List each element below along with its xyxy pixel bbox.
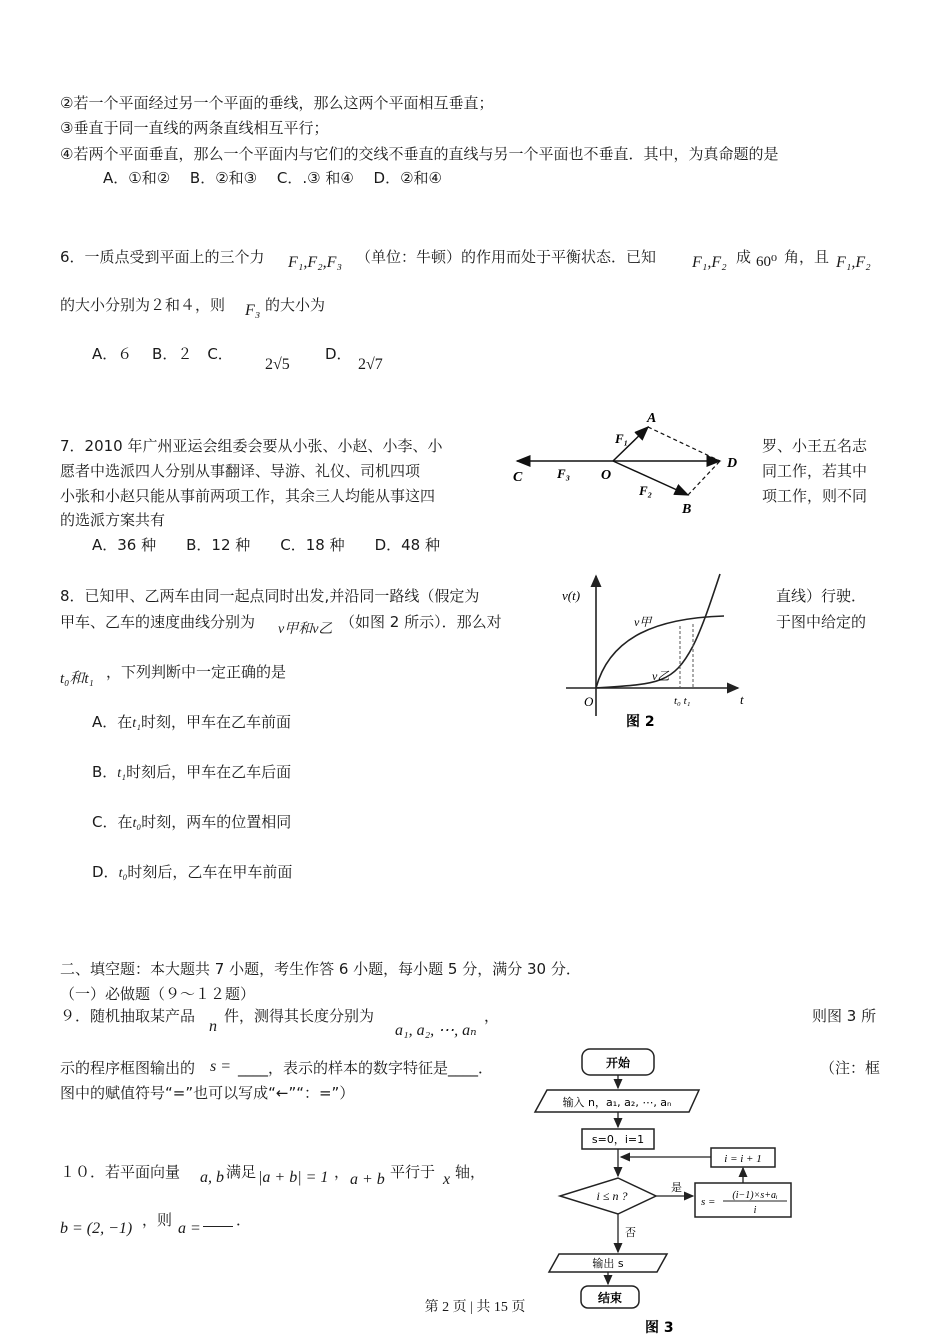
condition-label: i ≤ n ? [596, 1189, 628, 1203]
v-yi-label: v乙 [652, 669, 670, 683]
q6-option-d: D． [325, 345, 352, 363]
q7-line-4: 的选派方案共有 [60, 511, 166, 529]
q7-line-2-right: 同工作，若其中 [762, 462, 868, 480]
q9-line1-a: ９．随机抽取某产品 [60, 1007, 196, 1025]
q6-stem-c: 成 [736, 248, 752, 266]
q8-line-2-right: 于图中给定的 [776, 613, 867, 631]
q5-options: A．①和② B．②和③ C．.③ 和④ D．②和④ [103, 169, 442, 187]
q5-line-3: ③垂直于同一直线的两条直线相互平行； [60, 119, 329, 137]
q9-line1-b: 件，测得其长度分别为 [224, 1007, 375, 1025]
q8-line-2-b: （如图 2 所示）．那么对 [340, 613, 502, 631]
q5-line-4: ④若两个平面垂直，那么一个平面内与它们的交线不垂直的直线与另一个平面也不垂直．其中，为真命题的是 [60, 145, 779, 163]
q10-ab: a, b [200, 1169, 224, 1186]
q5-line-2: ②若一个平面经过另一个平面的垂线，那么这两个平面相互垂直； [60, 94, 494, 112]
label-d: D [727, 456, 738, 471]
t-ticks-label: t₀ t₁ [674, 695, 691, 707]
q7-options: A．36 种 B．12 种 C．18 种 D．48 种 [92, 536, 440, 554]
q6-line2-b: 的大小为 [265, 296, 326, 314]
update-lhs: s = [701, 1196, 716, 1208]
increment-label: i = i + 1 [724, 1153, 762, 1165]
q10-sep: ， [334, 1163, 350, 1181]
label-a: A [647, 411, 657, 426]
y-axis-label: v(t) [562, 588, 581, 603]
q6-f3: F₃ [245, 302, 261, 319]
q10-line1-d: 轴， [455, 1163, 486, 1181]
q8-line-3: ，下列判断中一定正确的是 [106, 663, 287, 681]
dash-a-d [648, 427, 720, 461]
q10-line1-b: 满足 [226, 1163, 257, 1181]
q8-t-symbols: t₀和t₁ [60, 671, 94, 687]
q7-force-diagram [505, 405, 755, 517]
q10-line2-a: ，则 [142, 1211, 173, 1229]
q8-v-symbols: v甲和v乙 [278, 622, 333, 637]
q6-option-d-value: 2√7 [358, 356, 383, 373]
q7-line-1-right: 罗、小王五名志 [762, 437, 868, 455]
q10-line2-b: ． [236, 1211, 252, 1229]
q6-option-c-value: 2√5 [265, 356, 290, 373]
q10-line1-c: 平行于 [390, 1163, 436, 1181]
q9-line1-right: 则图 3 所 [812, 1007, 877, 1025]
q9-line2-right: （注：框 [820, 1059, 881, 1077]
yes-label: 是 [671, 1181, 682, 1194]
q10-a-eq: a = [178, 1220, 201, 1237]
q9-n: n [209, 1018, 217, 1035]
v-jia-label: v甲 [634, 615, 652, 629]
section-2-sub: （一）必做题（９～１２题） [60, 985, 256, 1003]
q9-line-3: 图中的赋值符号“=”也可以写成“←”“：=”） [60, 1084, 355, 1102]
q10-b-value: b = (2, −1) [60, 1220, 133, 1237]
label-f2: F₂ [639, 483, 653, 498]
q7-line-2: 愿者中选派四人分别从事翻译、导游、礼仪、司机四项 [60, 462, 421, 480]
figure-3-caption: 图 3 [645, 1320, 674, 1336]
update-numerator: (i−1)×s+aᵢ [732, 1190, 778, 1201]
output-label: 输出 s [592, 1257, 624, 1270]
q8-option-c: C．在t₀时刻，两车的位置相同 [92, 813, 292, 831]
q9-line2-b: ____，表示的样本的数字特征是____． [238, 1059, 494, 1077]
q8-line-1-right: 直线）行驶． [776, 587, 867, 605]
q7-line-3: 小张和小赵只能从事前两项工作，其余三人均能从事这四 [60, 487, 436, 505]
q8-option-a: A．在t₁时刻，甲车在乙车前面 [92, 713, 292, 731]
label-b: B [682, 502, 692, 517]
q9-s-eq: s = [210, 1058, 232, 1075]
init-label: s=0，i=1 [591, 1133, 645, 1146]
origin-label: O [584, 694, 594, 709]
figure-2-caption: 图 2 [626, 714, 655, 730]
page-footer: 第 2 页 | 共 15 页 [424, 1300, 526, 1315]
q6-angle: 60⁰ [756, 254, 778, 270]
q8-line-1: 8．已知甲、乙两车由同一起点同时出发,并沿同一路线（假定为 [60, 587, 480, 605]
q6-f12-b: F₁,F₂ [836, 254, 871, 271]
q7-line-1: 7．2010 年广州亚运会组委会要从小张、小赵、小李、小 [60, 437, 443, 455]
label-f3: F₃ [557, 466, 571, 481]
q6-f12: F₁,F₂ [692, 254, 727, 271]
q6-stem-b: （单位：牛顿）的作用而处于平衡状态．已知 [356, 248, 657, 266]
figure-3-flowchart [525, 1045, 805, 1340]
start-label: 开始 [605, 1056, 631, 1070]
q10-condition: |a + b| = 1 [258, 1169, 329, 1186]
q6-stem-d: 角，且 [784, 248, 830, 266]
section-2-title: 二、填空题：本大题共 7 小题，考生作答 6 小题，每小题 5 分，满分 30 分． [60, 960, 581, 978]
label-o: O [601, 468, 612, 483]
q8-option-d: D．t₀时刻后，乙车在甲车前面 [92, 863, 293, 881]
q8-line-2-a: 甲车、乙车的速度曲线分别为 [60, 613, 256, 631]
q9-comma: ， [484, 1007, 500, 1025]
q10-answer-blank [203, 1226, 233, 1227]
q9-sequence: a₁, a₂, ⋯, aₙ [395, 1022, 477, 1039]
q8-velocity-graph [548, 566, 758, 736]
no-label: 否 [625, 1226, 636, 1239]
update-denominator: i [753, 1205, 757, 1216]
end-label: 结束 [597, 1291, 623, 1305]
q6-options-ab: A．６ B．２ C． [92, 345, 233, 363]
label-f1: F₁ [615, 431, 629, 446]
q10-x: x [443, 1171, 451, 1188]
q8-option-b: B．t₁时刻后，甲车在乙车后面 [92, 763, 292, 781]
q6-stem-a: 6．一质点受到平面上的三个力 [60, 248, 265, 266]
dash-b-d [688, 461, 720, 495]
q10-a-plus-b: a + b [350, 1171, 385, 1188]
label-c: C [513, 470, 523, 485]
input-label: 输入 n，a₁, a₂, ⋯, aₙ [562, 1096, 672, 1109]
q6-line2-a: 的大小分别为２和４，则 [60, 296, 226, 314]
x-axis-label: t [740, 692, 744, 707]
q6-forces: F₁,F₂,F₃ [288, 254, 343, 271]
q9-line2-a: 示的程序框图输出的 [60, 1059, 196, 1077]
q10-line1-a: １０．若平面向量 [60, 1163, 181, 1181]
q7-line-3-right: 项工作，则不同 [762, 487, 868, 505]
